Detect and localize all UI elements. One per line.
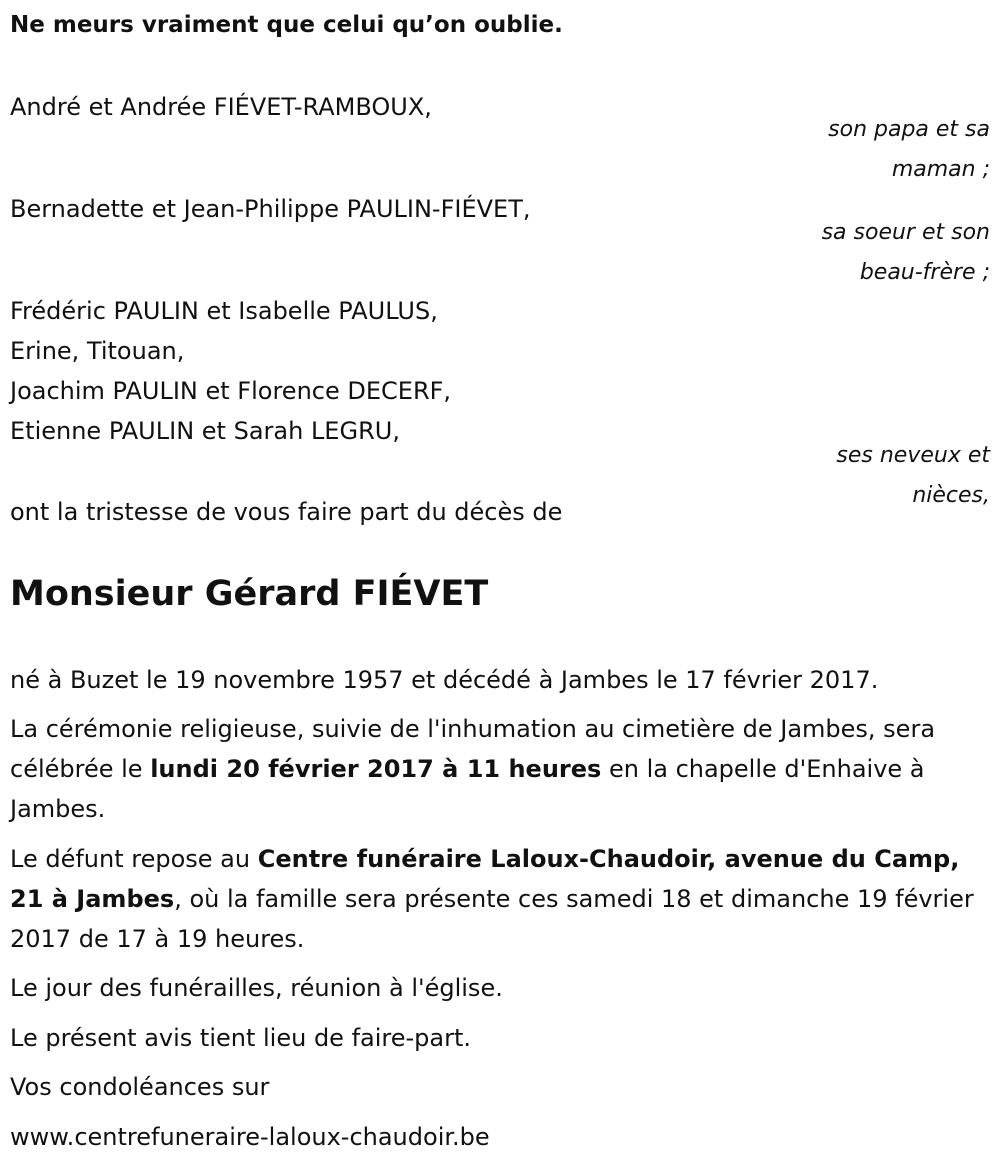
repose-text-pre: Le défunt repose au (10, 845, 258, 873)
relation-parents-line2: maman ; (891, 157, 990, 182)
deceased-name: Monsieur Gérard FIÉVET (10, 574, 489, 614)
ceremony-text-pre: La cérémonie religieuse, suivie de l'inhumation au cimetière de Jambes, sera célébrée le (10, 715, 936, 783)
ceremony-text-post: en la chapelle d'Enhaive à Jambes. (10, 755, 925, 823)
relation-nephews-line2: nièces, (912, 483, 990, 508)
family-nephew-3: Joachim PAULIN et Florence DECERF, (10, 377, 452, 405)
repose-paragraph (10, 839, 985, 959)
birth-death: né à Buzet le 19 novembre 1957 et décédé à Jambes le 17 février 2017. (10, 666, 879, 694)
ceremony-paragraph (10, 709, 985, 829)
ceremony-date: lundi 20 février 2017 à 11 heures (150, 755, 602, 783)
family-nephew-1: Frédéric PAULIN et Isabelle PAULUS, (10, 297, 438, 325)
family-parents: André et Andrée FIÉVET-RAMBOUX, (10, 93, 432, 121)
relation-sister-line1: sa soeur et son (821, 220, 990, 245)
repose-text-post: , où la famille sera présente ces samedi 18 et dimanche 19 février 2017 de 17 à 19 heures. (10, 885, 974, 953)
motto: Ne meurs vraiment que celui qu’on oublie. (10, 12, 563, 38)
relation-sister-line2: beau-frère ; (859, 260, 990, 285)
repose-location: Centre funéraire Laloux-Chaudoir, avenue du Camp, 21 à Jambes (10, 845, 960, 913)
notice: Le présent avis tient lieu de faire-part. (10, 1024, 472, 1052)
relation-parents-line1: son papa et sa (828, 117, 990, 142)
website-link[interactable]: www.centrefuneraire-laloux-chaudoir.be (10, 1123, 490, 1151)
condolences: Vos condoléances sur (10, 1073, 270, 1101)
family-sister: Bernadette et Jean-Philippe PAULIN-FIÉVET, (10, 195, 531, 223)
family-nephew-4: Etienne PAULIN et Sarah LEGRU, (10, 417, 400, 445)
family-nephew-2: Erine, Titouan, (10, 337, 185, 365)
funeral-day: Le jour des funérailles, réunion à l'église. (10, 974, 503, 1002)
relation-nephews-line1: ses neveux et (836, 443, 990, 468)
announcement: ont la tristesse de vous faire part du décès de (10, 498, 563, 526)
